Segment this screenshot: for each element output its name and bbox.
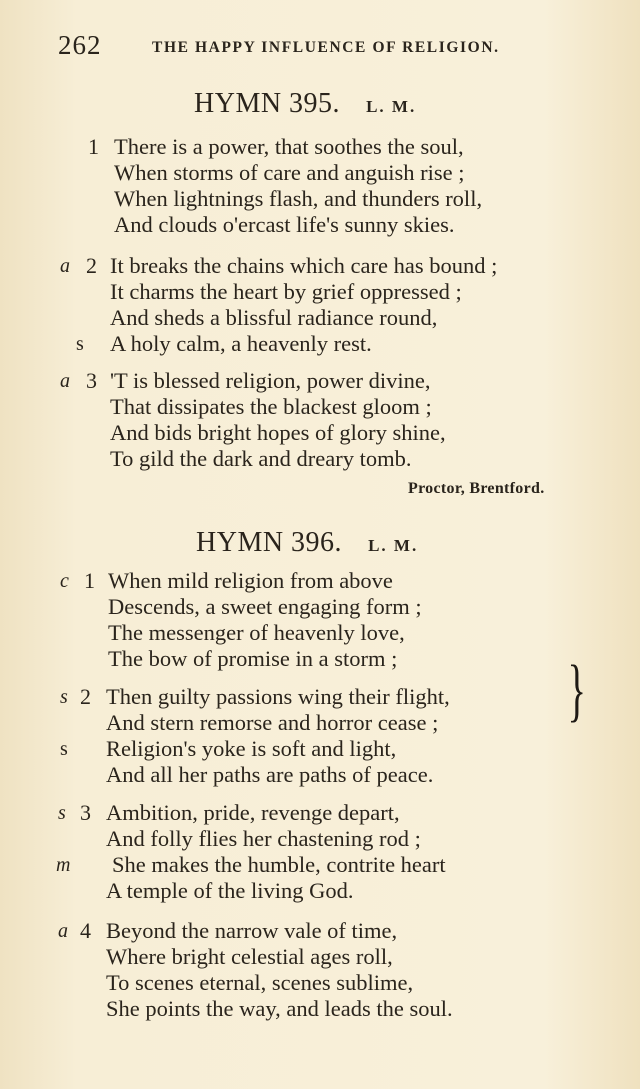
page-number: 262 [58,30,102,60]
verse-line: When storms of care and anguish rise ; [114,160,465,185]
verse-line: The bow of promise in a storm ; [108,646,398,671]
line-mark: s [76,333,84,355]
stanza-number: 4 [80,918,91,943]
dynamic-mark: s [60,686,68,708]
verse-line: 'T is blessed religion, power divine, [110,368,431,393]
verse-line: And clouds o'ercast life's sunny skies. [114,212,455,237]
stanza-number: 3 [80,800,91,825]
hymn-396-heading: HYMN 396. [196,527,343,558]
verse-line: It breaks the chains which care has bound ; [110,253,498,278]
dynamic-mark: c [60,570,69,592]
running-head [58,30,558,70]
dynamic-mark: s [58,802,66,824]
dynamic-mark: a [58,920,68,942]
verse-line: It charms the heart by grief oppressed ; [110,279,462,304]
verse-line: Beyond the narrow vale of time, [106,918,398,943]
verse-line: When lightnings flash, and thunders roll, [114,186,483,211]
line-mark: m [56,854,71,876]
hymn-395-heading: HYMN 395. [194,88,341,119]
brace-mark: } [567,652,587,729]
dynamic-mark: a [60,255,70,277]
verse-line: A temple of the living God. [106,878,354,903]
verse-line: The messenger of heavenly love, [108,620,405,645]
stanza-number: 1 [88,134,99,159]
stanza-number: 1 [84,568,95,593]
verse-line: And stern remorse and horror cease ; [106,710,439,735]
verse-line: When mild religion from above [108,568,393,593]
verse-line: Then guilty passions wing their flight, [106,684,450,709]
faded-handwriting: ​ [54,101,66,150]
verse-line: There is a power, that soothes the soul, [114,134,464,159]
verse-line: Ambition, pride, revenge depart, [106,800,400,825]
verse-line: Religion's yoke is soft and light, [106,736,397,761]
hymn-395-title [194,88,416,120]
verse-line: Where bright celestial ages roll, [106,944,393,969]
dynamic-mark: a [60,370,70,392]
hymn-396-title [196,527,418,559]
hymn-395-meter: L. M. [366,97,417,116]
verse-line: She points the way, and leads the soul. [106,996,453,1021]
verse-line: And bids bright hopes of glory shine, [110,420,446,445]
verse-line: A holy calm, a heavenly rest. [110,331,372,356]
verse-line: To gild the dark and dreary tomb. [110,446,412,471]
verse-line: And sheds a blissful radiance round, [110,305,438,330]
hymn-396-meter: L. M. [368,536,419,555]
verse-line: Descends, a sweet engaging form ; [108,594,422,619]
stanza-number: 3 [86,368,97,393]
verse-line: And folly flies her chastening rod ; [106,826,421,851]
verse-line: And all her paths are paths of peace. [106,762,434,787]
verse-line: That dissipates the blackest gloom ; [110,394,432,419]
verse-line: She makes the humble, contrite heart [112,852,446,877]
stanza-number: 2 [86,253,97,278]
verse-line: To scenes eternal, scenes sublime, [106,970,414,995]
running-title: THE HAPPY INFLUENCE OF RELIGION. [152,39,500,56]
stanza-number: 2 [80,684,91,709]
line-mark: s [60,738,68,760]
attribution: Proctor, Brentford. [408,480,545,497]
